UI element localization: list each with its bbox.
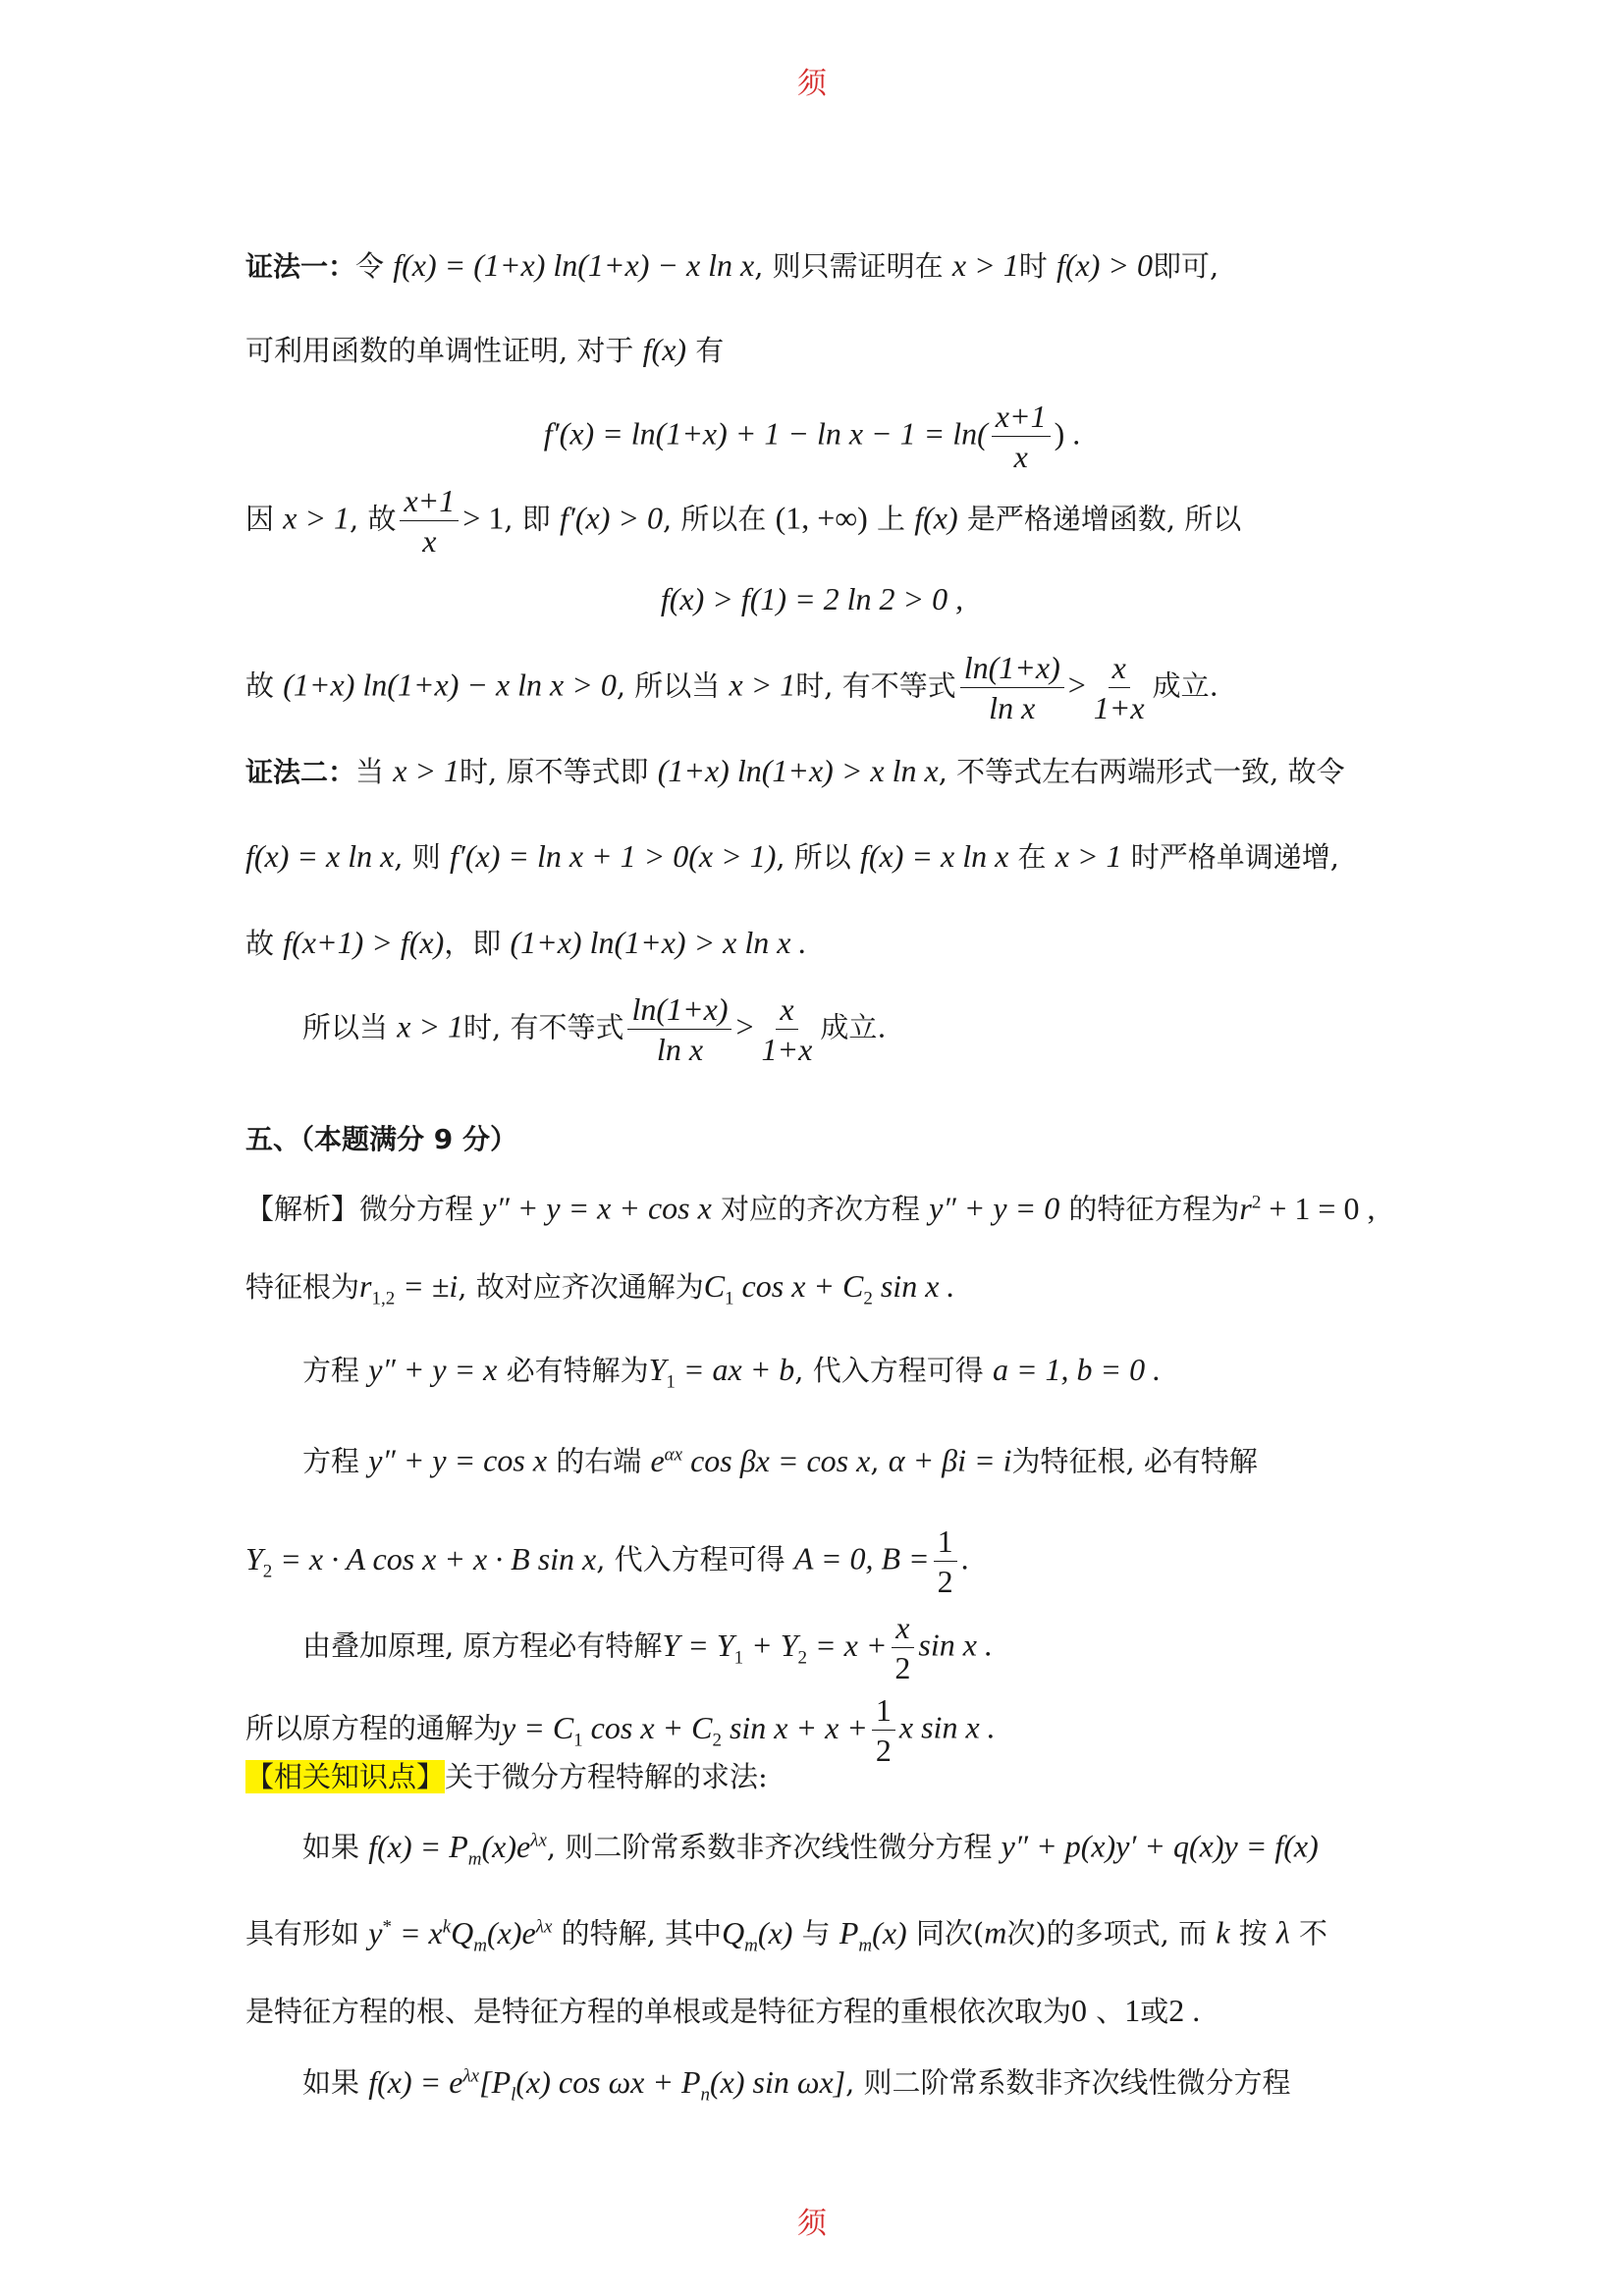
math: x > 1: [397, 1008, 464, 1044]
text: 如果: [302, 1830, 360, 1864]
math: .: [960, 1540, 969, 1576]
math: k: [1216, 1914, 1230, 1950]
math: (1+x) ln(1+x) > x ln x .: [510, 925, 807, 960]
section5-line3: [302, 1350, 1161, 1402]
math: f(x+1) > f(x): [283, 925, 445, 960]
knowledge-line2: [302, 1821, 1319, 1879]
math: a = 1, b = 0 .: [992, 1352, 1162, 1387]
knowledge-line5: [302, 2056, 1291, 2114]
text: 可利用函数的单调性证明, 对于: [245, 334, 634, 367]
fraction: $\frac{x}{2}$: [891, 1608, 914, 1687]
math: x > 1: [729, 667, 796, 703]
math: >: [735, 1008, 754, 1044]
proof2-line3: [245, 923, 806, 963]
math: A = 0, B =: [793, 1540, 930, 1576]
math: y″ + y = 0: [929, 1190, 1060, 1226]
text: 时, 有不等式: [795, 668, 956, 703]
proof1-line1: [245, 245, 1218, 287]
math: $Q_m(x)$: [722, 1914, 793, 1956]
section5-line4: [302, 1435, 1258, 1481]
math: $r_{1,2} = \pm i$: [359, 1268, 459, 1309]
math: y″ + y = x: [368, 1352, 498, 1387]
math: $e^{\alpha x}$ cos βx = cos x: [650, 1442, 871, 1478]
math: y″ + y = cos x: [368, 1442, 548, 1478]
text: , 则: [394, 840, 441, 874]
text: 时, 原不等式即: [460, 755, 649, 788]
math: 2 .: [1168, 1993, 1201, 2028]
math: y″ + y = x + cos x: [482, 1190, 712, 1226]
text: 所以原方程的通解为: [245, 1711, 503, 1745]
section5-line6: [302, 1608, 993, 1687]
proof1-equation1: [0, 397, 1624, 476]
section5-line2: [245, 1266, 954, 1318]
fraction: $\frac{x}{1+x}$: [1093, 650, 1145, 725]
text: 时, 有不等式: [463, 1010, 624, 1044]
math: >: [1067, 667, 1086, 703]
text: 故: [245, 668, 275, 703]
knowledge-tag: 【相关知识点】: [245, 1760, 446, 1793]
section5-title: [245, 1119, 517, 1159]
text: 的右端: [556, 1444, 642, 1478]
fraction: $\frac{1}{2}$: [872, 1690, 895, 1770]
math: $f(x) = P_m(x)e^{\lambda x}$: [368, 1828, 547, 1870]
math: x > 1: [393, 753, 460, 788]
fraction: $\frac{\ln(1+x)}{\text{ln x}}$: [960, 648, 1064, 727]
math: f(x) = (1+x) ln(1+x) − x ln x: [393, 247, 755, 283]
text: 方程: [302, 1354, 360, 1387]
text: 由叠加原理, 原方程必有特解: [302, 1629, 663, 1663]
math: f(x) > 0: [1056, 247, 1153, 283]
page-footer-glyph: 须: [797, 2207, 827, 2241]
section5-line1: [245, 1183, 1375, 1229]
proof1-equation2: [0, 579, 1624, 619]
math: $r^2 + 1 = 0$ ,: [1239, 1190, 1376, 1226]
text: 当: [355, 755, 385, 788]
text: 特征根为: [245, 1270, 360, 1304]
math: $f(x) = e^{\lambda x}[P_l(x)$ $\cos \omega x + P_n(x)$ sin ωx]: [368, 2063, 846, 2106]
text: 上: [877, 502, 906, 536]
text: 次)的多项式, 而: [1006, 1916, 1208, 1950]
text: 时: [1018, 249, 1048, 283]
math: x > 1: [283, 500, 351, 536]
text: , 则二阶常系数非齐次线性微分方程: [546, 1830, 993, 1864]
fraction: $\frac{\ln(1+x)}{\text{ln x}}$: [627, 989, 731, 1069]
text: 同次(: [915, 1916, 985, 1950]
math: f(x) > f(1) = 2 ln 2 > 0 ,: [660, 581, 964, 616]
text: , 故对应齐次通解为: [458, 1270, 704, 1304]
math: x > 1: [1055, 838, 1122, 874]
text: 或: [1140, 1995, 1169, 2028]
math: $Y_1$ = ax + b: [648, 1352, 795, 1393]
math: λ: [1275, 1914, 1290, 1950]
proof1-label: 证法一：: [245, 250, 356, 283]
math: $P_m(x)$: [839, 1914, 907, 1956]
text: , 故: [350, 502, 397, 536]
text: 对应的齐次方程: [721, 1192, 921, 1226]
text: 如果: [302, 2065, 360, 2100]
math: f(x) = x ln x: [245, 838, 395, 874]
math: f(x): [642, 332, 687, 367]
math: $y^* = x^kQ_m(x)e^{\lambda x}$: [368, 1914, 553, 1956]
text: 【解析】微分方程: [245, 1192, 474, 1226]
text: 关于微分方程特解的求法:: [445, 1760, 768, 1793]
knowledge-line1: [245, 1757, 768, 1796]
fraction: $\frac{x}{1+x}$: [761, 991, 813, 1067]
text: 因: [245, 502, 275, 536]
text: 、: [1096, 1995, 1125, 2028]
math: (1, +∞): [775, 500, 868, 536]
math: > 1: [462, 500, 505, 536]
text: 时严格单调递增,: [1130, 840, 1339, 874]
math: 0: [1071, 1993, 1088, 2028]
text: , 代入方程可得: [794, 1354, 984, 1387]
text: 令: [355, 249, 385, 283]
math: f′(x) = ln(1+x) + 1 − ln x − 1 = ln(: [543, 415, 988, 452]
text: , 所以在: [662, 502, 767, 536]
text: , 所以: [776, 840, 851, 874]
text: , 不等式左右两端形式一致, 故令: [938, 755, 1345, 788]
math: α + βi = i: [888, 1442, 1012, 1478]
text: 具有形如: [245, 1916, 360, 1950]
text: 有: [695, 334, 725, 367]
math: x sin x .: [898, 1709, 996, 1745]
proof2-line1: [245, 751, 1345, 792]
math: y″ + p(x)y′ + q(x)y = f(x): [1001, 1828, 1319, 1864]
text: , 代入方程可得: [596, 1542, 785, 1576]
math: m: [984, 1914, 1007, 1950]
math: ) .: [1054, 415, 1081, 452]
text: 的特解, 其中: [561, 1916, 723, 1950]
text: 与: [801, 1916, 831, 1950]
text: 是严格递增函数, 所以: [966, 502, 1242, 536]
text: 不: [1299, 1916, 1328, 1950]
math: (1+x) ln(1+x) − x ln x > 0: [283, 667, 617, 703]
text: 按: [1238, 1916, 1268, 1950]
text: 为特征根, 必有特解: [1011, 1444, 1258, 1478]
proof1-line4: [245, 648, 1218, 727]
math: 1: [1124, 1993, 1141, 2028]
math: f′(x) > 0: [559, 500, 663, 536]
math: f(x) = x ln x: [860, 838, 1009, 874]
text: 是特征方程的根、是特征方程的单根或是特征方程的重根依次取为: [245, 1995, 1072, 2028]
proof2-label: 证法二：: [245, 756, 356, 788]
page-header-glyph: 须: [797, 67, 827, 101]
proof2-line2: [245, 836, 1339, 877]
math: $C_1$ $\cos x + C_2$ sin x .: [703, 1268, 955, 1309]
text: ,: [870, 1444, 880, 1478]
text: 所以当: [302, 1010, 389, 1044]
math: $Y = Y_1 + Y_2 = x$ +: [662, 1627, 888, 1668]
math: $Y_2 = x \cdot A$ cos x + x · B sin x: [245, 1540, 597, 1581]
proof1-line3: [245, 481, 1241, 561]
fraction: $\frac{x+1}{x}$: [400, 481, 459, 561]
text: 必有特解为: [506, 1354, 649, 1387]
text: , 即: [504, 502, 551, 536]
text: , 则只需证明在: [754, 249, 944, 283]
math: (1+x) ln(1+x) > x ln x: [657, 753, 939, 788]
fraction: $\frac{1}{2}$: [934, 1522, 957, 1601]
text: ，即: [444, 927, 502, 960]
math: sin x .: [918, 1627, 993, 1663]
text: 即可,: [1152, 249, 1219, 283]
math: $y = C_1$ $\cos x + C_2$ sin x + x +: [502, 1709, 868, 1750]
text: 故: [245, 927, 275, 960]
text: 方程: [302, 1444, 360, 1478]
text: 成立.: [1152, 668, 1218, 703]
text: , 则二阶常系数非齐次线性微分方程: [845, 2065, 1291, 2100]
math: x > 1: [951, 247, 1019, 283]
text: 的特征方程为: [1068, 1192, 1240, 1226]
knowledge-line3: [245, 1907, 1327, 1965]
text: 在: [1017, 840, 1047, 874]
proof1-line2: [245, 330, 724, 370]
heading: 五、（本题满分 9 分）: [245, 1123, 517, 1155]
text: 成立.: [820, 1010, 887, 1044]
proof2-line4: [302, 989, 887, 1069]
section5-line5: [245, 1522, 969, 1601]
math: f′(x) = ln x + 1 > 0(x > 1): [449, 838, 777, 874]
math: f(x): [914, 500, 958, 536]
knowledge-line4: [245, 1991, 1200, 2031]
text: , 所以当: [616, 668, 721, 703]
fraction: $\frac{x+1}{x}$: [992, 397, 1051, 476]
